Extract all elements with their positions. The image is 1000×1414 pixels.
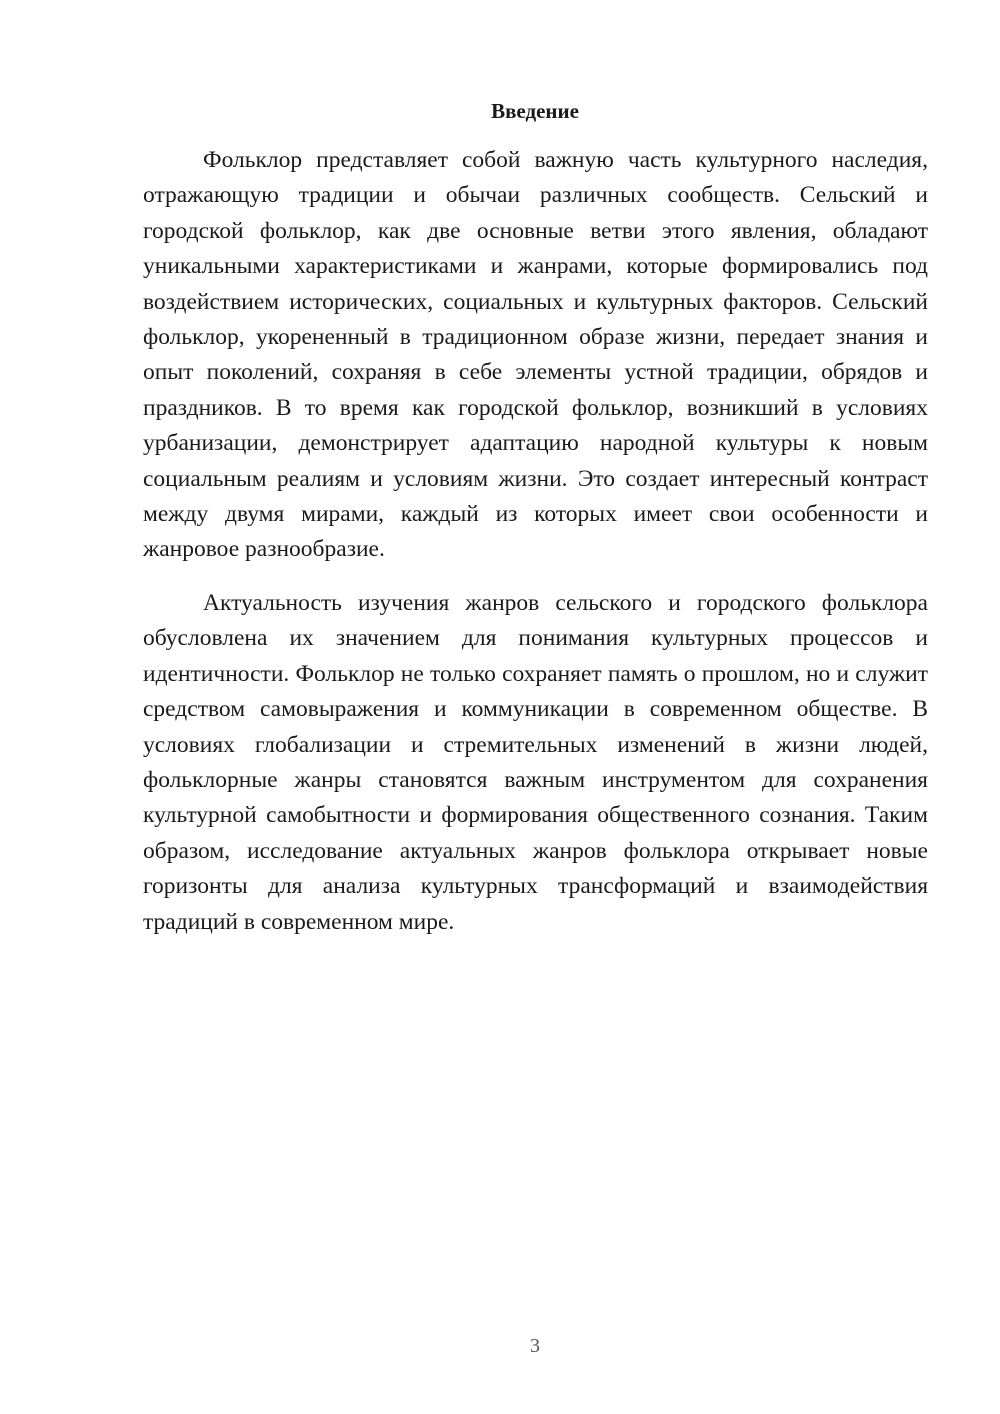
paragraph-1: Фольклор представляет собой важную часть культурного наследия, отражающую традиции и обычаи различных сообществ. Сельский и городской фольклор, как две основные ветви этого явления, обладают уникальными характеристиками и жанрами, которые формировались под воздействием исторических, социальных и культурных факторов. Сельский фольклор, укорененный в традиционном образе жизни, передает знания и опыт поколений, сохраняя в себе элементы устной традиции, обрядов и праздников. В то время как городской фольклор, возникший в условиях урбанизации, демонстрирует адаптацию народной культуры к новым социальным реалиям и условиям жизни. Это создает интересный контраст между двумя мирами, каждый из которых имеет свои особенности и жанровое разнообразие. [143, 147, 928, 563]
paragraph-2: Актуальность изучения жанров сельского и городского фольклора обусловлена их значением для понимания культурных процессов и идентичности. Фольклор не только сохраняет память о прошлом, но и служит средством самовыражения и коммуникации в современном обществе. В условиях глобализации и стремительных изменений в жизни людей, фольклорные жанры становятся важным инструментом для сохранения культурной самобытности и формирования общественного сознания. Таким образом, исследование актуальных жанров фольклора открывает новые горизонты для анализа культурных трансформаций и взаимодействия традиций в современном мире. [143, 590, 928, 935]
section-heading: Введение [491, 99, 579, 123]
page-number: 3 [530, 1335, 540, 1357]
